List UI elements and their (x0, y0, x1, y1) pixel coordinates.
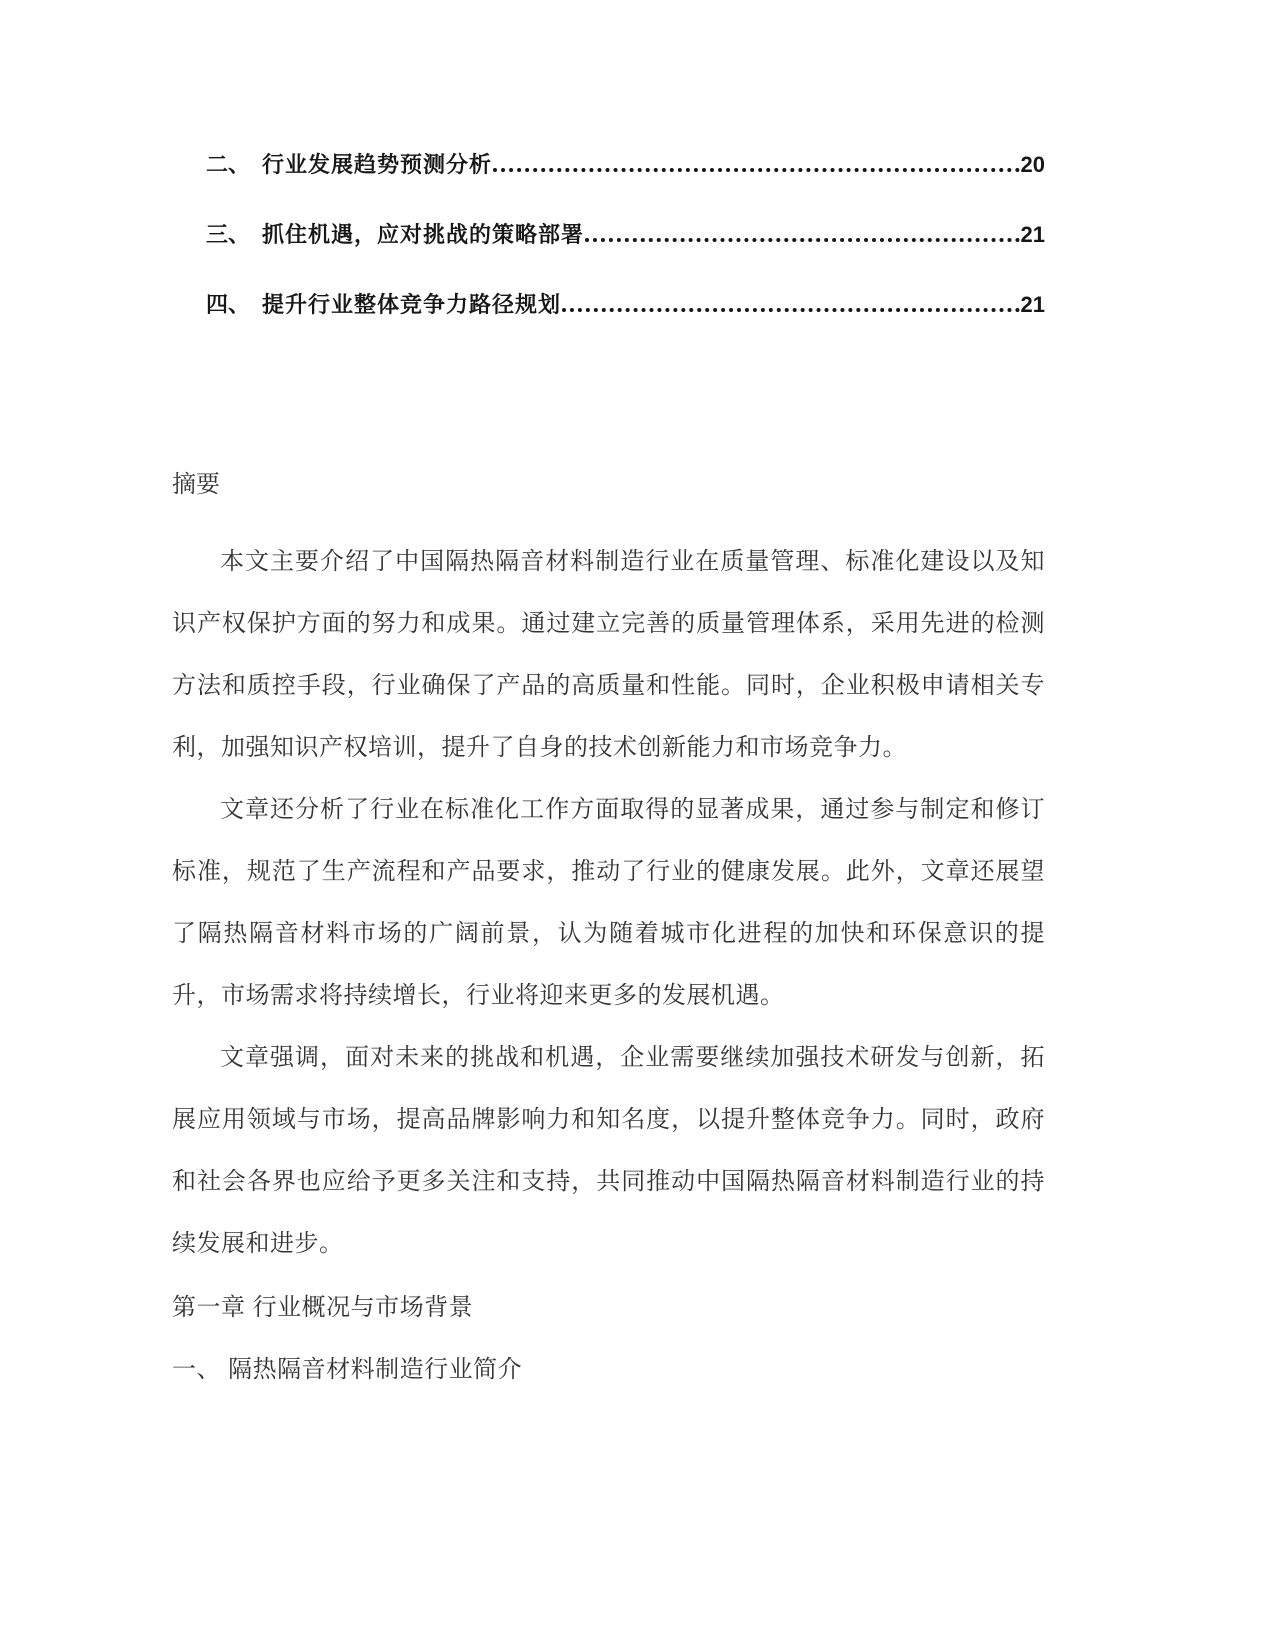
section-heading: 一、 隔热隔音材料制造行业简介 (172, 1356, 523, 1383)
chapter-heading: 第一章 行业概况与市场背景 (172, 1294, 474, 1321)
abstract-paragraph-2: 文章还分析了行业在标准化工作方面取得的显著成果，通过参与制定和修订标准，规范了生产流程和产品要求，推动了行业的健康发展。此外，文章还展望了隔热隔音材料市场的广阔前景，认为随着城市化进程的加快和环保意识的提升，市场需求将持续增长，行业将迎来更多的发展机遇。 (172, 796, 1045, 1009)
table-of-contents (172, 148, 1045, 319)
abstract-heading: 摘要 (172, 471, 220, 498)
toc-entry-page-number: 21 (1020, 292, 1045, 317)
toc-entry-3[interactable] (172, 218, 1045, 249)
toc-entry-page-number: 20 (1020, 152, 1045, 177)
toc-entry-2[interactable] (172, 148, 1045, 179)
toc-dot-leader (493, 168, 1020, 172)
toc-entry-label: 行业发展趋势预测分析 (262, 152, 493, 177)
toc-entry-4[interactable] (172, 288, 1045, 319)
toc-entry-number: 三、 (206, 222, 251, 247)
toc-entry-page-number: 21 (1020, 222, 1045, 247)
toc-dot-leader (585, 238, 1020, 242)
toc-entry-number: 二、 (206, 152, 251, 177)
toc-entry-number: 四、 (206, 292, 251, 317)
abstract-paragraph-3: 文章强调，面对未来的挑战和机遇，企业需要继续加强技术研发与创新，拓展应用领域与市场，提高品牌影响力和知名度，以提升整体竞争力。同时，政府和社会各界也应给予更多关注和支持，共同推动中国隔热隔音材料制造行业的持续发展和进步。 (172, 1044, 1045, 1257)
toc-entry-label: 抓住机遇，应对挑战的策略部署 (262, 222, 585, 247)
toc-dot-leader (562, 308, 1020, 312)
abstract-paragraph-1: 本文主要介绍了中国隔热隔音材料制造行业在质量管理、标准化建设以及知识产权保护方面的努力和成果。通过建立完善的质量管理体系，采用先进的检测方法和质控手段，行业确保了产品的高质量和性能。同时，企业积极申请相关专利，加强知识产权培训，提升了自身的技术创新能力和市场竞争力。 (172, 548, 1045, 761)
toc-entry-label: 提升行业整体竞争力路径规划 (262, 292, 562, 317)
